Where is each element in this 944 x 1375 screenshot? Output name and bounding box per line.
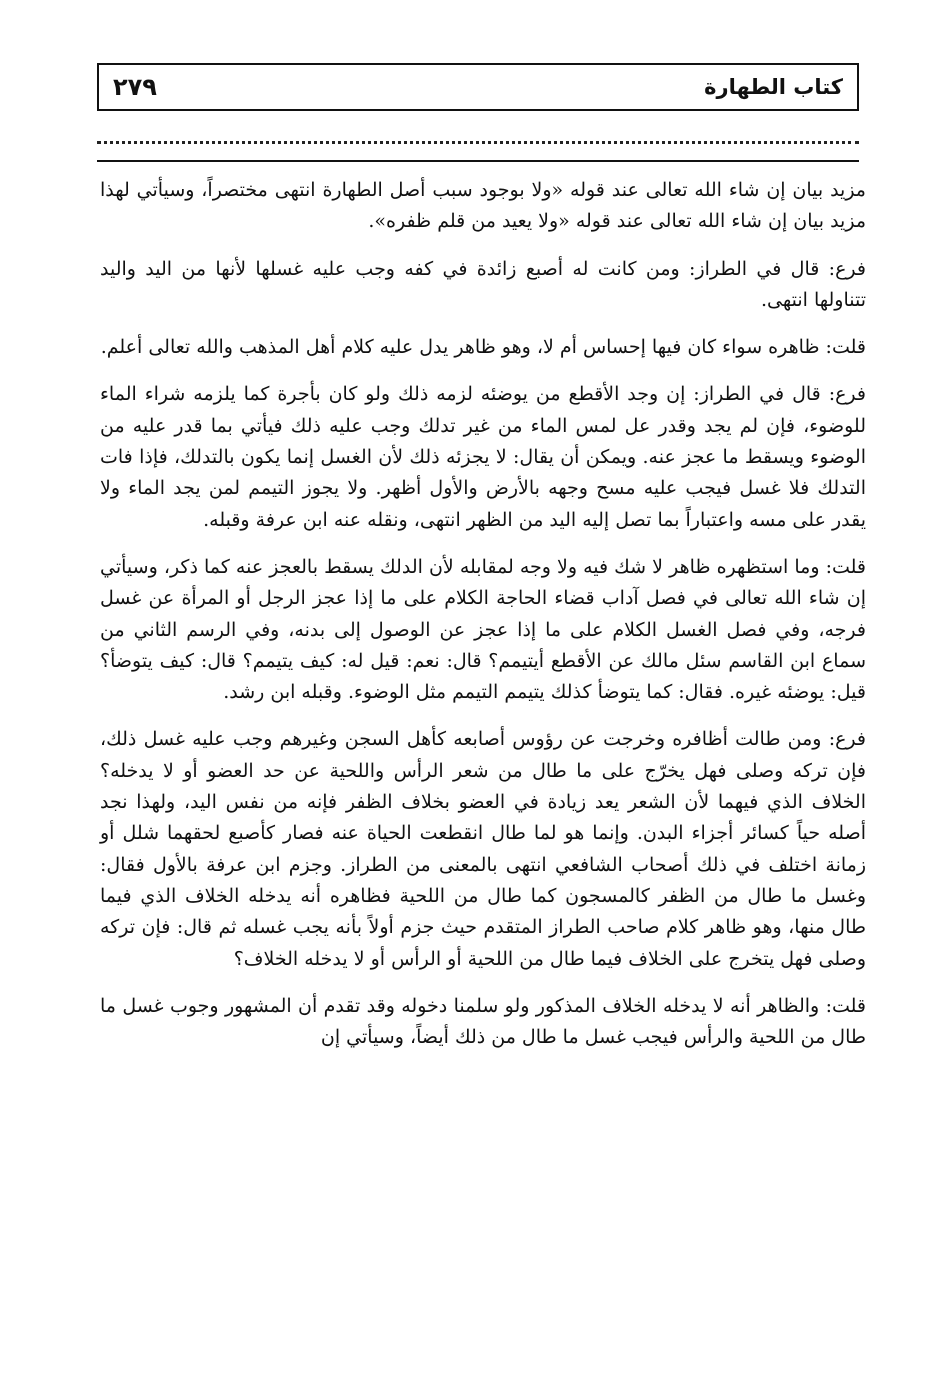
page-number: ٢٧٩: [113, 73, 157, 101]
paragraph-extra-finger: فرع: قال في الطراز: ومن كانت له أصبع زائدة في كفه وجب عليه غسلها لأنها من اليد واليد تتناولها انتهى.: [100, 257, 866, 311]
paragraph-amputee-ablution: فرع: قال في الطراز: إن وجد الأقطع من يوضئه لزمه ذلك ولو كان بأجرة كما يلزمه شراء الماء للوضوء، فإن لم يجد وقدر عل لمس الماء من غير تدلك وجب عليه ذلك فيأتي بما قدر عليه من الوضوء ويسقط ما عجز عنه. ويمكن أن يقال: لا يجزئه ذلك لأن الغسل إنما يكون بالتدلك، فإذا فات التدلك فلا غسل فيجب عليه مسح وجهه بالأرض والأول أظهر. ولا يجوز التيمم لمن يجد الماء ولا يقدر على مسه واعتباراً بما تصل إليه اليد من الظهر انتهى، ونقله عنه ابن عرفة وقبله.: [100, 383, 866, 531]
paragraph-comment-nails: قلت: والظاهر أنه لا يدخله الخلاف المذكور ولو سلمنا دخوله وقد تقدم أن المشهور وجوب غسل ما طال من اللحية والرأس فيجب غسل ما طال من ذلك أيضاً، وسيأتي إن: [100, 994, 866, 1049]
paragraph-comment-rubbing: قلت: وما استظهره ظاهر لا شك فيه ولا وجه لمقابله لأن الدلك يسقط بالعجز عنه كما ذكر، وسيأتي إن شاء الله تعالى في فصل آداب قضاء الحاجة الكلام على ما إذا عجز الرجل أو المرأة عن غسل فرجه، وفي فصل الغسل الكلام على ما إذا عجز عن الوصول إلى بدنه، وفي الرسم الثاني من سماع ابن القاسم سئل مالك عن الأقطع أيتيمم؟ قال: نعم: قيل له: كيف يتيمم؟ قال: كيف يتوضأ؟ قيل: يوضئه غيره. فقال: كما يتوضأ كذلك يتيمم التيمم مثل الوضوء. وقبله ابن رشد.: [100, 555, 866, 704]
paragraph-long-nails: فرع: ومن طالت أظافره وخرجت عن رؤوس أصابعه كأهل السجن وغيرهم وجب عليه غسل ذلك، فإن تركه وصلى فهل يخرّج على ما طال من شعر الرأس واللحية عن حد العضو أو لا يدخله؟ الخلاف الذي فيهما لأن الشعر يعد زيادة في العضو بخلاف الظفر فإنه من نفس اليد، ولهذا نجد أصله حياً كسائر أجزاء البدن. وإنما هو لما طال انقطعت الحياة عنه فصار كأصبع لحقهما شلل أو زمانة اختلف في ذلك أصحاب الشافعي انتهى بالمعنى من الطراز. وجزم ابن عرفة بالأول فقال: وغسل ما طال من الظفر كالمسجون كما طال من اللحية فظاهره أنه يدخله الخلاف الذي فيما طال منها، وهو ظاهر كلام صاحب الطراز المتقدم حيث جزم أولاً بأنه يجب غسله ثم قال: فإن تركه وصلى فهل يتخرج على الخلاف فيما طال من اللحية أو الرأس أو لا يدخله الخلاف؟: [100, 728, 866, 970]
paragraph-comment-sensation: قلت: ظاهره سواء كان فيها إحساس أم لا، وهو ظاهر يدل عليه كلام أهل المذهب والله تعالى أعلم.: [100, 336, 866, 359]
dotted-separator: [97, 141, 859, 144]
main-text: [100, 175, 866, 1069]
running-header: [97, 63, 859, 111]
paragraph-continuation: مزيد بيان إن شاء الله تعالى عند قوله «ولا بوجود سبب أصل الطهارة انتهى مختصراً، وسيأتي لهذا مزيد بيان إن شاء الله تعالى عند قوله «ولا يعيد من قلم ظفره».: [100, 179, 866, 233]
book-title: كتاب الطهارة: [704, 75, 843, 99]
solid-separator: [97, 160, 859, 162]
